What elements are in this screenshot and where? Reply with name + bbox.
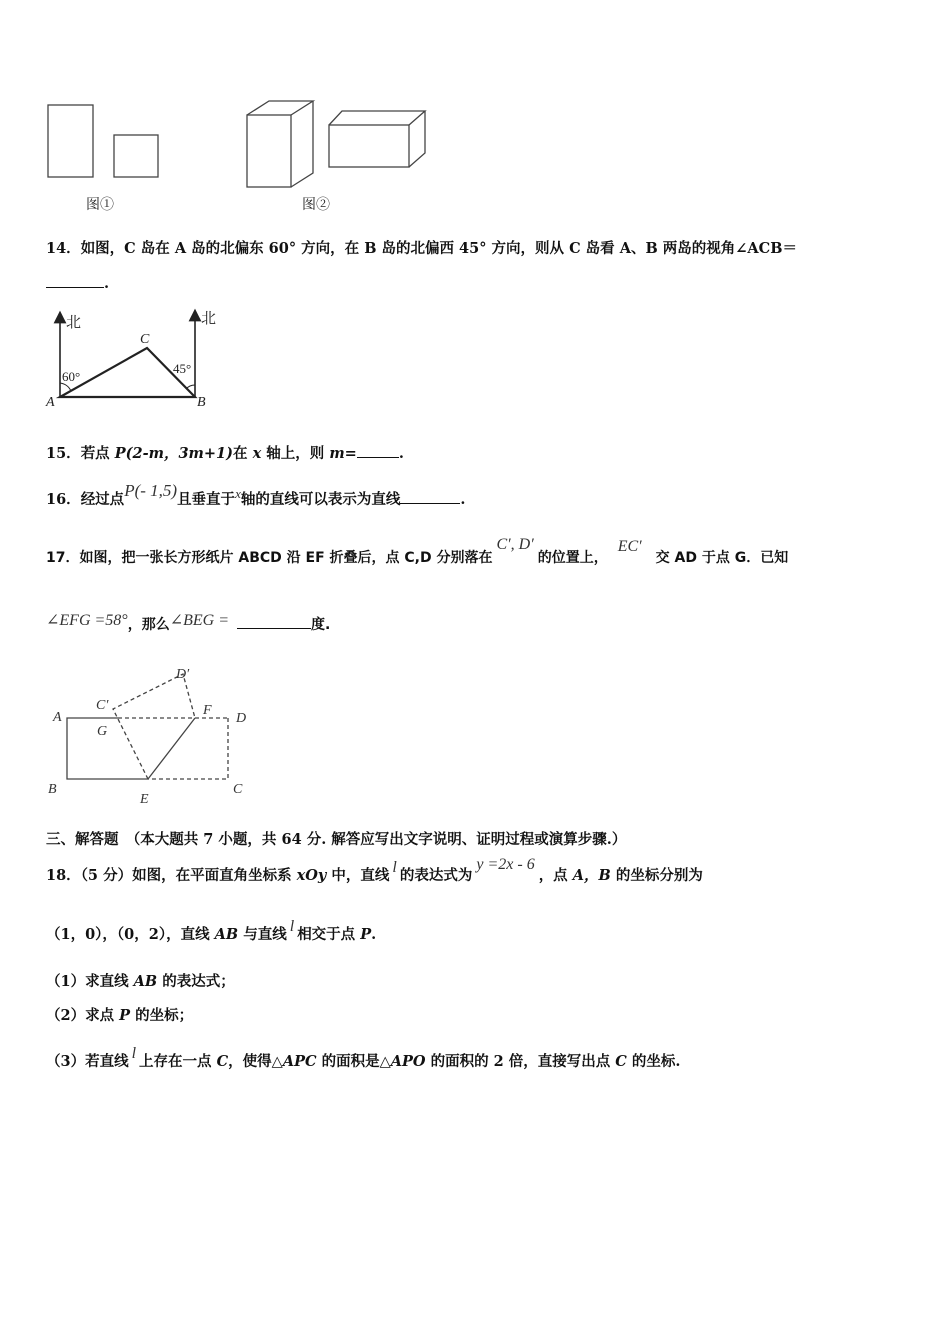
q18-line2 [46, 918, 377, 944]
angle-label-a: 60° [62, 369, 81, 384]
rect-solid-edges [67, 718, 148, 779]
fig2-flat-box [329, 111, 425, 167]
q18-sub2-p: P [119, 1007, 131, 1024]
q18-mid2: 的表达式为 [399, 867, 473, 884]
fig1-label: 图① [86, 198, 114, 213]
q18-pre: 如图，在平面直角坐标系 [132, 867, 297, 884]
q15-mid: 在 [233, 445, 253, 462]
q18-sub2-pre: （2）求点 [46, 1007, 120, 1024]
q18-sub3-mid2: ，使得△ [228, 1053, 283, 1070]
q17-number: 17． [46, 550, 80, 566]
folded-flap [113, 674, 195, 779]
q18-expression: y =2x - 6 [476, 856, 535, 873]
label-b: B [48, 782, 57, 797]
q18-dot: . [371, 926, 377, 943]
q18-sub3 [46, 1045, 681, 1071]
q18-number: 18． [46, 867, 81, 884]
section3-heading: 三、解答题 （本大题共 7 小题，共 64 分. 解答应写出文字说明、证明过程或演算步骤.） [46, 831, 627, 848]
q14-end: . [104, 275, 110, 292]
q16-number: 16． [46, 491, 81, 508]
q18-points-ab: A，B [572, 867, 611, 884]
q17-figure [40, 660, 260, 810]
north-label-a: 北 [66, 315, 82, 331]
q18-line-l-2: l [289, 918, 295, 935]
q15-end: . [398, 445, 404, 462]
q18-sub3-apc: APC [282, 1053, 317, 1070]
q15-eq: = [344, 445, 357, 462]
q16-text [46, 481, 466, 509]
label-a: A [53, 710, 62, 725]
q17-pre: 如图，把一张长方形纸片 ABCD 沿 EF 折叠后，点 C,D 分别落在 [79, 550, 493, 566]
fig13-figure [40, 95, 440, 220]
q17-blank[interactable] [237, 616, 311, 629]
q18-sub2-post: 的坐标； [130, 1007, 194, 1024]
fig1-square [114, 135, 158, 177]
q18-line2-post: 相交于点 [297, 926, 361, 943]
q18-point-p: P [360, 926, 372, 943]
q16-blank[interactable] [400, 491, 460, 504]
q18-sub2 [46, 1004, 193, 1025]
q18-sub3-c2: C [615, 1053, 627, 1070]
label-d-prime: D′ [176, 667, 190, 682]
q18-sub3-end: 的坐标. [626, 1053, 681, 1070]
q17-cd-prime: C′, D′ [496, 536, 534, 553]
q18-sub1-ab: AB [133, 973, 158, 990]
q18-sub3-mid4: 的面积的 2 倍，直接写出点 [425, 1053, 616, 1070]
q18-line2-mid: 与直线 [238, 926, 287, 943]
q18-text [46, 856, 703, 885]
q14-number: 14． [46, 240, 81, 257]
q16-mid: 且垂直于 [177, 491, 236, 508]
fig2-label: 图② [302, 198, 330, 213]
q15-blank[interactable] [357, 445, 399, 458]
q18-sub1-post: 的表达式； [157, 973, 235, 990]
q15-pre: 若点 [80, 445, 115, 462]
q18-line2-pre: （1，0），（0，2），直线 [46, 926, 215, 943]
q18-sub1-pre: （1）求直线 [46, 973, 134, 990]
q18-line-l: l [392, 859, 397, 876]
q16-end: . [460, 491, 466, 508]
fold-line-ef [148, 718, 195, 779]
angle-arc-a [60, 383, 71, 391]
north-label-b: 北 [201, 311, 217, 327]
q16-axis: x [235, 486, 241, 501]
q16-point-expr: P(- 1,5) [124, 481, 178, 500]
q15-var: m [329, 445, 345, 462]
q17-line2 [46, 614, 330, 634]
q14-answer-line [46, 275, 109, 292]
q17-angle-beg: ∠BEG = [169, 612, 230, 629]
q18-sub3-mid: 上存在一点 [139, 1053, 217, 1070]
label-c-prime: C′ [96, 698, 109, 713]
q17-post: 交 AD 于点 G．已知 [655, 550, 789, 566]
q15-point: P [114, 445, 126, 462]
q15-coord: (2-m，3m+1) [125, 445, 233, 462]
q16-post: 轴的直线可以表示为直线 [240, 491, 401, 508]
q15-axis: x [252, 445, 262, 462]
q18-post: ，点 [538, 867, 573, 884]
fig1-tall-rect [48, 105, 93, 177]
q18-line-ab: AB [214, 926, 239, 943]
point-label-a: A [46, 395, 55, 410]
angle-label-b: 45° [173, 361, 192, 376]
q16-pre: 经过点 [80, 491, 125, 508]
q15-number: 15． [46, 445, 81, 462]
q18-sub3-pre: （3）若直线 [46, 1053, 129, 1070]
q18-score: （5 分） [80, 867, 133, 884]
q14-text [46, 237, 797, 258]
q17-ec-prime: EC′ [617, 538, 642, 555]
q18-coord-system: xOy [296, 867, 327, 884]
q17-text [46, 536, 789, 567]
q15-text [46, 442, 404, 463]
q18-post2: 的坐标分别为 [610, 867, 703, 884]
q14-blank[interactable] [46, 275, 104, 288]
point-label-c: C [140, 332, 150, 347]
q18-sub3-apo: APO [390, 1053, 426, 1070]
label-g: G [97, 724, 108, 739]
q14-figure [40, 305, 230, 410]
label-d: D [236, 711, 247, 726]
fig2-tall-box [247, 101, 313, 187]
q14-body: 如图，C 岛在 A 岛的北偏东 60° 方向，在 B 岛的北偏西 45° 方向，则从 C 岛看 A、B 两岛的视角∠ACB＝ [80, 240, 797, 257]
q18-mid: 中，直线 [326, 867, 390, 884]
label-e: E [140, 792, 149, 807]
q15-post: 轴上，则 [261, 445, 330, 462]
q17-mid: 的位置上， [537, 550, 608, 566]
label-f: F [203, 703, 212, 718]
q18-sub3-mid3: 的面积是△ [316, 1053, 391, 1070]
label-c: C [233, 782, 243, 797]
q18-sub3-c: C [216, 1053, 229, 1070]
q18-sub1 [46, 970, 235, 991]
q17-unit: 度. [311, 617, 331, 633]
point-label-b: B [197, 395, 206, 410]
q17-then: ，那么 [127, 617, 170, 633]
q17-angle-efg: ∠EFG =58° [46, 612, 128, 629]
q18-sub3-l: l [131, 1045, 137, 1062]
